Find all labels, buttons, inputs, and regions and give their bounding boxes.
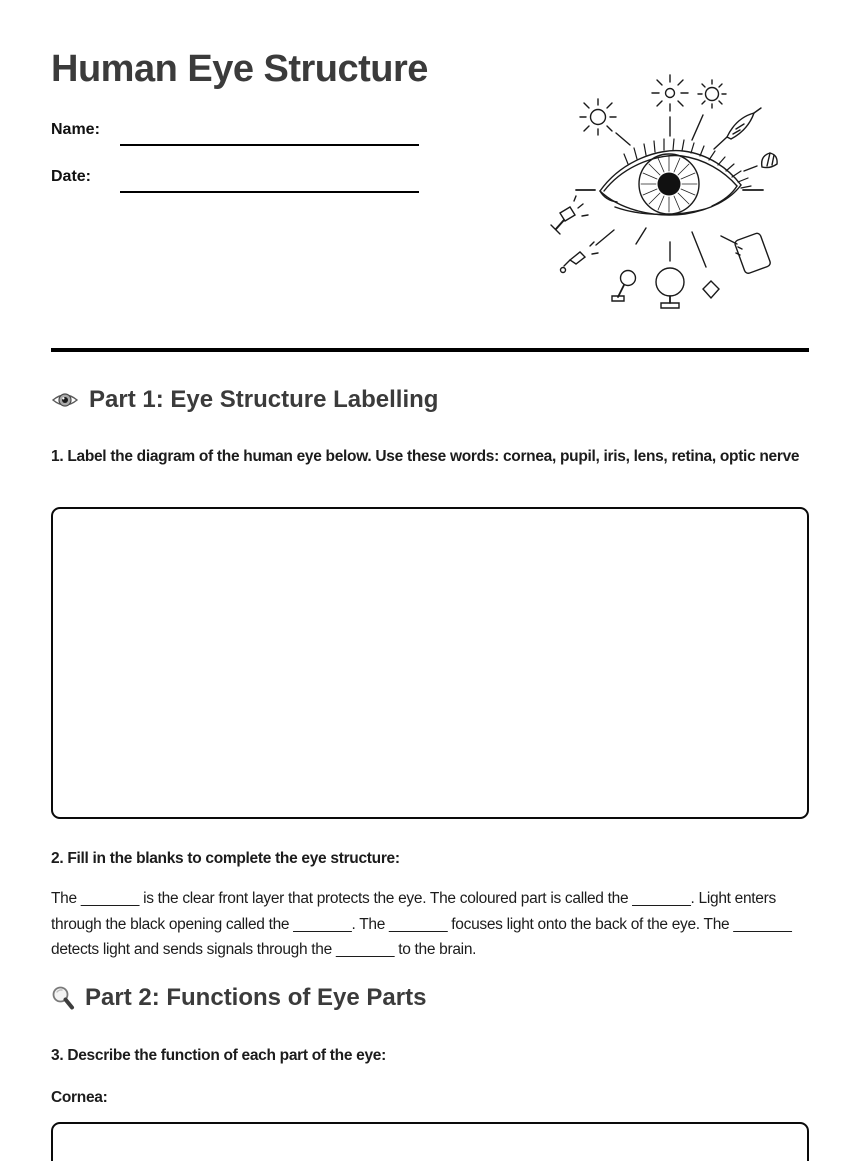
- fill-in-the-blanks-paragraph: The _______ is the clear front layer that protects the eye. The coloured part is called the _______. Light enters through the black opening called the _______. The _______ focuses light onto the back of the eye. The _______ detects light and sends signals through the _______ to the brain.: [51, 890, 792, 958]
- cornea-label: Cornea:: [51, 1089, 108, 1106]
- name-label: Name:: [51, 121, 100, 138]
- cornea-answer-box: [51, 1122, 809, 1161]
- part1-heading-text: Part 1: Eye Structure Labelling: [89, 386, 439, 413]
- part2-heading: [51, 984, 426, 1012]
- part2-heading-text: Part 2: Functions of Eye Parts: [85, 984, 427, 1011]
- eye-doodle-illustration: [540, 60, 790, 312]
- labelling-answer-box: [51, 507, 809, 819]
- question-1: 1. Label the diagram of the human eye below. Use these words: cornea, pupil, iris, lens, retina, optic nerve: [51, 448, 800, 465]
- question-2: 2. Fill in the blanks to complete the eye structure:: [51, 850, 400, 867]
- page-title: Human Eye Structure: [51, 48, 428, 90]
- part1-heading: [51, 386, 438, 414]
- magnifier-icon: [51, 985, 75, 1011]
- question-3: 3. Describe the function of each part of the eye:: [51, 1047, 386, 1064]
- eye-icon: [51, 389, 79, 411]
- name-line: [120, 124, 419, 146]
- section-divider: [51, 348, 809, 352]
- date-line: [120, 171, 419, 193]
- date-label: Date:: [51, 168, 92, 185]
